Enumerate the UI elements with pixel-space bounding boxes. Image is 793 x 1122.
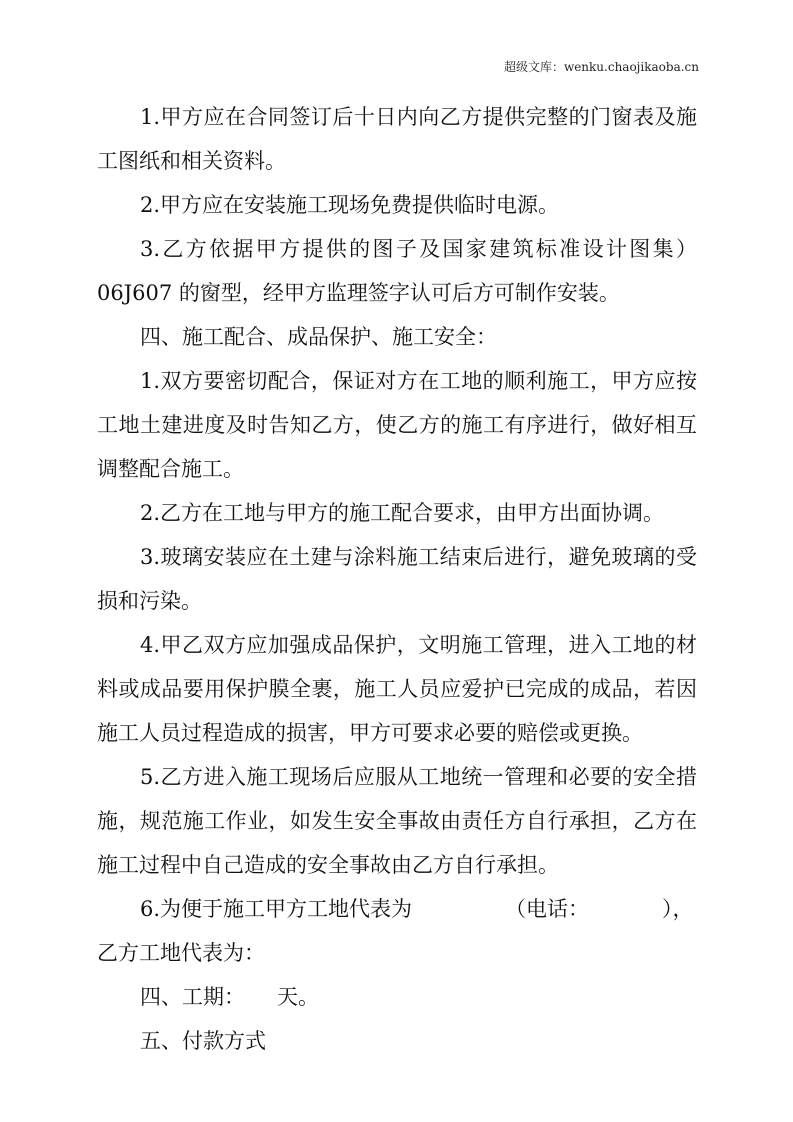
paragraph-line: 2.甲方应在安装施工现场免费提供临时电源。 <box>140 193 560 217</box>
paragraph-line: 工图纸和相关资料。 <box>97 149 286 173</box>
section-heading: 五、付款方式 <box>140 1029 266 1053</box>
paragraph-line: 1.甲方应在合同签订后十日内向乙方提供完整的门窗表及施 <box>140 105 697 129</box>
paragraph-line: 施工人员过程造成的损害，甲方可要求必要的赔偿或更换。 <box>97 721 643 745</box>
paragraph-line: 2.乙方在工地与甲方的施工配合要求，由甲方出面协调。 <box>140 501 665 525</box>
paragraph-line: 1.双方要密切配合，保证对方在工地的顺利施工，甲方应按 <box>140 369 697 393</box>
paragraph-line: 损和污染。 <box>97 589 202 613</box>
paragraph-line: 乙方工地代表为： <box>97 941 265 965</box>
paragraph-line: 施工过程中自己造成的安全事故由乙方自行承担。 <box>97 853 559 877</box>
phone-close: ）， <box>662 897 694 921</box>
paragraph-line: 工地土建进度及时告知乙方，使乙方的施工有序进行，做好相互 <box>97 413 697 437</box>
section-heading: 四、施工配合、成品保护、施工安全： <box>140 325 497 349</box>
period-label: 四、工期： <box>140 985 245 1009</box>
paragraph-line: 料或成品要用保护膜全裹，施工人员应爱护已完成的成品，若因 <box>97 677 697 701</box>
period-line <box>140 984 697 1010</box>
page-header-source: 超级文库：wenku.chaojikaoba.cn <box>503 60 699 74</box>
paragraph-line: 3.乙方依据甲方提供的图子及国家建筑标准设计图集） <box>140 237 697 261</box>
paragraph-line: 5.乙方进入施工现场后应服从工地统一管理和必要的安全措 <box>140 765 697 789</box>
paragraph-line: 调整配合施工。 <box>97 457 244 481</box>
paragraph-line: 06J607 的窗型，经甲方监理签字认可后方可制作安装。 <box>97 281 620 305</box>
item6-line <box>140 896 697 922</box>
phone-open: （电话： <box>505 897 589 921</box>
paragraph-line: 4.甲乙双方应加强成品保护，文明施工管理，进入工地的材 <box>140 633 697 657</box>
item6-text: 6.为便于施工甲方工地代表为 <box>140 897 413 921</box>
paragraph-line: 施，规范施工作业，如发生安全事故由责任方自行承担，乙方在 <box>97 809 697 833</box>
period-unit: 天。 <box>277 985 319 1009</box>
paragraph-line: 3.玻璃安装应在土建与涂料施工结束后进行，避免玻璃的受 <box>140 545 697 569</box>
